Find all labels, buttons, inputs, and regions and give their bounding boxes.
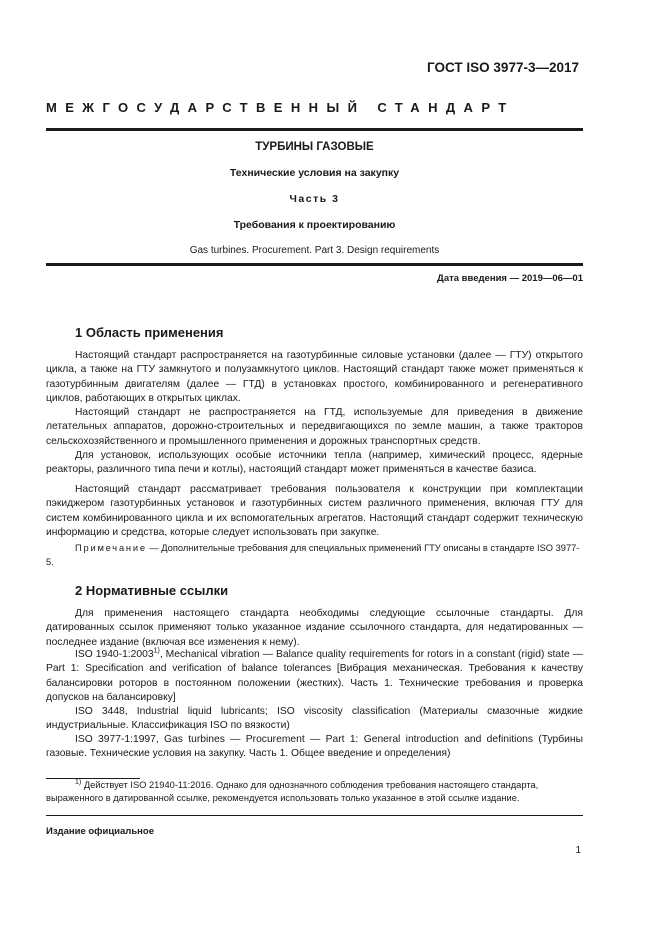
section-1-paragraph-4: Настоящий стандарт рассматривает требования пользователя к конструкции при комплектации пэкиджером газотурбинных установок и газотурбинных систем различного применения, включая ГТУ для систем комбинированного цикла и их вспомогательных агрегатов. Настоящий стандарт содержит техническую информацию и средства, которые следует использовать при закупке.	[46, 484, 583, 538]
document-part: Часть 3	[289, 193, 340, 205]
note-text: — Дополнительные требования для специальных применений ГТУ описаны в стандарте ISO 3977-5.	[46, 543, 580, 567]
reference-iso-1940-1	[46, 648, 583, 705]
interstate-standard-label: МЕЖГОСУДАРСТВЕННЫЙ СТАНДАРТ	[46, 100, 515, 115]
section-2-heading: 2 Нормативные ссылки	[75, 583, 229, 598]
title-divider	[46, 263, 583, 266]
english-title: Gas turbines. Procurement. Part 3. Design requirements	[189, 245, 440, 256]
footnote-text: Действует ISO 21940-11:2016. Однако для однозначного соблюдения требования настоящего стандарта, выраженного в датированной ссылке, рекомендуется использовать только указанное в этой ссылке издание.	[46, 780, 539, 803]
note-label: Примечание	[75, 543, 147, 553]
reference-iso-3977-1: ISO 3977-1:1997, Gas turbines — Procurement — Part 1: General introduction and definitions (Турбины газовые. Технические условия на закупку. Часть 1. Общее введение и определения)	[46, 734, 583, 760]
section-1-paragraph-2: Настоящий стандарт не распространяется на ГТД, используемые для приведения в движение летательных аппаратов, дорожно-строительных и передвигающихся по земле машин, а также тракторов сельскохозяйственного и промышленного применения и дорожных транспортных средств.	[46, 407, 583, 447]
section-1-paragraph-1: Настоящий стандарт распространяется на газотурбинные силовые установки (далее — ГТУ) открытого цикла, а также на ГТУ замкнутого и полузамкнутого циклов. Настоящий стандарт также может применяться к газотурбинным двигателям (далее — ГТД) в установках простого, комбинированного и регенеративного циклов, работающих в открытых циклах.	[46, 350, 583, 404]
document-part-title: Требования к проектированию	[233, 219, 396, 231]
reference-iso-1940-1-text: , Mechanical vibration — Balance quality requirements for rotors in a constant (rigid) state — Part 1: Specification and verification of balance tolerances [Вибрация механическая. Требования к качеству балансировки роторов в постоянном положении (жестких). Часть 1. Технические требования и проверка допусков на балансировку]	[46, 649, 583, 703]
section-1-paragraph-3: Для установок, использующих особые источники тепла (например, химический процесс, ядерные реакторы, различного типа печи и котлы), настоящий стандарт может применяться в качестве базиса.	[46, 450, 583, 476]
section-2-paragraph-1: Для применения настоящего стандарта необходимы следующие ссылочные стандарты. Для датированных ссылок применяют только указанное издание ссылочного стандарта, для недатированных — последнее издание (включая все изменения к нему).	[46, 608, 583, 648]
section-1-heading: 1 Область применения	[75, 325, 224, 340]
official-edition-label: Издание официальное	[46, 826, 154, 837]
reference-iso-1940-1-code: ISO 1940-1:2003	[75, 649, 154, 660]
footer-divider	[46, 815, 583, 816]
header-divider	[46, 128, 583, 131]
introduction-date: Дата введения — 2019—06—01	[437, 273, 583, 284]
document-subtitle: Технические условия на закупку	[229, 167, 400, 179]
document-title: ТУРБИНЫ ГАЗОВЫЕ	[255, 141, 374, 153]
footnote-marker: 1)	[153, 647, 160, 655]
section-1-note	[46, 542, 583, 569]
footnote	[46, 779, 583, 805]
standard-number: ГОСТ ISO 3977-3—2017	[427, 60, 579, 75]
page-number: 1	[575, 845, 581, 856]
footnote-mark: 1)	[75, 778, 82, 786]
reference-iso-3448: ISO 3448, Industrial liquid lubricants; ISO viscosity classification (Материалы смазочные жидкие индустриальные. Классификация ISO по вязкости)	[46, 706, 583, 732]
